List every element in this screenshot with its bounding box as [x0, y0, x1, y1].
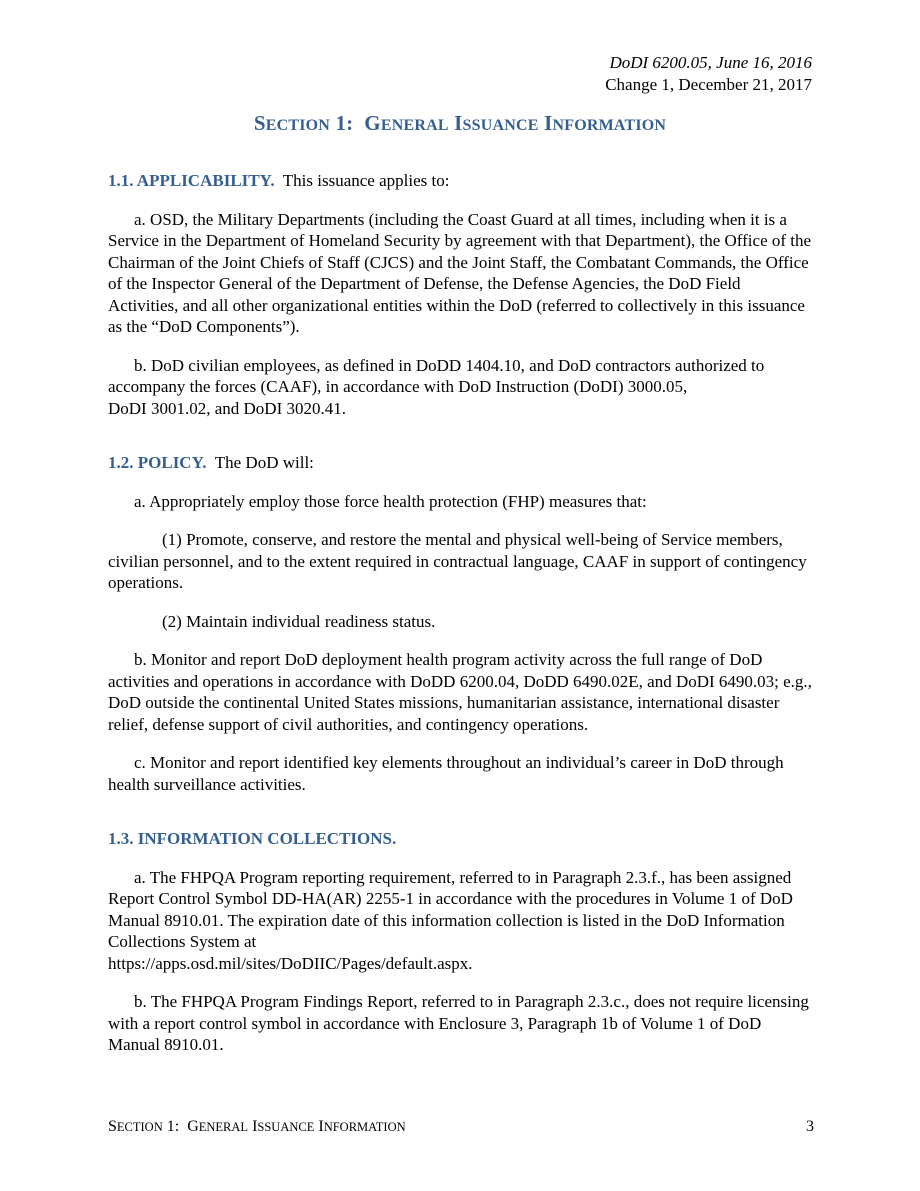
- heading-information-collections: 1.3. INFORMATION COLLECTIONS.: [108, 829, 397, 848]
- paragraph-1-2-b: b. Monitor and report DoD deployment health program activity across the full range of DoD activities and operations in accordance with DoDD 6200.04, DoDD 6490.02E, and DoDI 6490.03; e.g., DoD outside the continental United States missions, humanitarian assistance, international disaster relief, defense support of civil authorities, and contingency operations.: [108, 650, 812, 734]
- section-title-part: NFORMATION: [552, 117, 667, 134]
- change-notice: Change 1, December 21, 2017: [605, 75, 812, 94]
- paragraph-1-1-b-cont: DoDI 3001.02, and DoDI 3020.41.: [108, 398, 346, 418]
- footer-title-part: SSUANCE: [257, 1120, 315, 1134]
- document-body: [108, 170, 814, 1056]
- footer-title-part: G: [187, 1118, 199, 1135]
- paragraph-1-1-a: a. OSD, the Military Departments (including the Coast Guard at all times, including when it is a Service in the Department of Homeland Security by agreement with that Department), the Office of the Chairman of the Joint Chiefs of Staff (CJCS) and the Joint Staff, the Combatant Commands, the Office of the Inspector General of the Department of Defense, the Defense Agencies, the DoD Field Activities, and all other organizational entities within the DoD (referred to collectively in this issuance as the “DoD Components”).: [108, 209, 812, 336]
- paragraph-1-1-intro: [108, 170, 814, 192]
- footer-title-part: NFORMATION: [323, 1120, 406, 1134]
- footer-section-title: [108, 1118, 406, 1136]
- footer-title-part: ECTION: [116, 1120, 163, 1134]
- paragraph-1-2-a-1: (1) Promote, conserve, and restore the mental and physical well-being of Service members, civilian personnel, and to the extent required in contractual language, CAAF in support of contingency operations.: [108, 530, 807, 592]
- section-title-part: SSUANCE: [462, 117, 539, 134]
- page-footer: [108, 1118, 814, 1136]
- paragraph-1-1-b: b. DoD civilian employees, as defined in DoDD 1404.10, and DoD contractors authorized to accompany the forces (CAAF), in accordance with DoD Instruction (DoDI) 3000.05,: [108, 355, 765, 396]
- section-title-part: ENERAL: [380, 117, 449, 134]
- section-title-part: S: [253, 111, 266, 135]
- section-title-part: 1:: [330, 111, 365, 135]
- footer-title-part: S: [108, 1118, 117, 1135]
- heading-policy: 1.2. POLICY.: [108, 453, 207, 472]
- document-reference: DoDI 6200.05, June 16, 2016: [609, 53, 812, 72]
- page-header: [605, 52, 812, 96]
- paragraph-1-2-c: c. Monitor and report identified key elements throughout an individual’s career in DoD through health surveillance activities.: [108, 753, 784, 794]
- section-title-part: ECTION: [265, 117, 331, 134]
- heading-applicability: 1.1. APPLICABILITY.: [108, 171, 275, 190]
- policy-intro: The DoD will:: [206, 453, 314, 472]
- paragraph-1-3-a-url: https://apps.osd.mil/sites/DoDIIC/Pages/default.aspx.: [108, 953, 473, 973]
- page-number: 3: [806, 1118, 814, 1135]
- section-title-part: G: [364, 111, 381, 135]
- paragraph-1-2-a-2: (2) Maintain individual readiness status.: [162, 611, 436, 631]
- footer-title-part: 1:: [162, 1118, 188, 1135]
- footer-title-part: ENERAL: [198, 1120, 249, 1134]
- applicability-intro: This issuance applies to:: [274, 171, 450, 190]
- paragraph-1-2-a: a. Appropriately employ those force health protection (FHP) measures that:: [134, 491, 647, 511]
- footer-title-part: I: [248, 1118, 258, 1135]
- paragraph-1-3-intro: [108, 828, 814, 850]
- section-title-part: I: [448, 111, 463, 135]
- paragraph-1-3-a: a. The FHPQA Program reporting requirement, referred to in Paragraph 2.3.f., has been assigned Report Control Symbol DD-HA(AR) 2255-1 in accordance with the procedures in Volume 1 of DoD Manual 8910.01. The expiration date of this information collection is listed in the DoD Information Collections System at: [108, 867, 793, 951]
- section-title-part: I: [538, 111, 553, 135]
- paragraph-1-2-intro: [108, 452, 814, 474]
- footer-title-part: I: [314, 1118, 324, 1135]
- section-title: [0, 111, 920, 136]
- paragraph-1-3-b: b. The FHPQA Program Findings Report, referred to in Paragraph 2.3.c., does not require licensing with a report control symbol in accordance with Enclosure 3, Paragraph 1b of Volume 1 of DoD Manual 8910.01.: [108, 992, 809, 1054]
